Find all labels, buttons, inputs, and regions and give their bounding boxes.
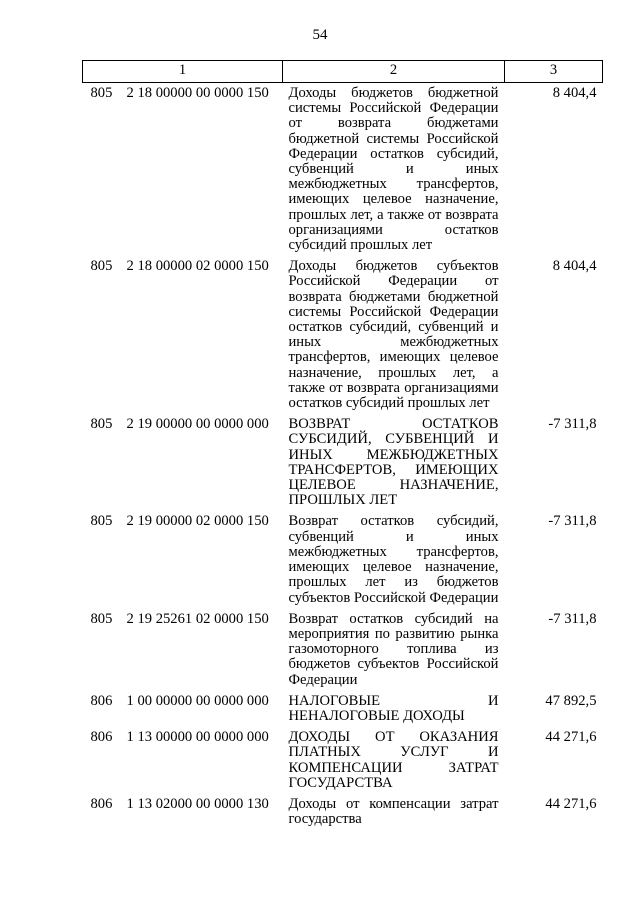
budget-code: 2 19 00000 02 0000 150 (126, 513, 269, 530)
value-cell: 47 892,5 (545, 692, 597, 709)
table-row (83, 259, 603, 417)
table-row (83, 797, 603, 833)
name-cell: ВОЗВРАТ ОСТАТКОВ СУБСИДИЙ, СУБВЕНЦИЙ И ИНЫХ МЕЖБЮДЖЕТНЫХ ТРАНСФЕРТОВ, ИМЕЮЩИХ ЦЕЛЕВОЕ НАЗНАЧЕНИЕ, ПРОШЛЫХ ЛЕТ (288, 416, 499, 509)
admin-code: 805 (90, 258, 113, 275)
value-cell: -7 311,8 (548, 513, 597, 530)
budget-code: 2 18 00000 02 0000 150 (126, 258, 269, 275)
name-cell: НАЛОГОВЫЕ И НЕНАЛОГОВЫЕ ДОХОДЫ (288, 692, 499, 724)
table-row (83, 730, 603, 797)
code-cell (83, 83, 283, 260)
table-row (83, 694, 603, 730)
code-cell (83, 694, 283, 730)
budget-code: 1 13 02000 00 0000 130 (126, 795, 269, 812)
name-cell: Доходы от компенсации затрат государства (288, 795, 499, 828)
value-cell: 8 404,4 (552, 85, 597, 101)
table-row (83, 612, 603, 694)
name-cell: Возврат остатков субсидий на мероприятия по развитию рынка газомоторного топлива из бюджетов субъектов Российской Федерации (288, 610, 499, 688)
admin-code: 805 (90, 85, 113, 101)
value-cell: -7 311,8 (548, 610, 597, 627)
name-cell: Доходы бюджетов бюджетной системы Российской Федерации от возврата бюджетами бюджетной системы Российской Федерации остатков субсидий, субвенций и иных межбюджетных трансфертов, имеющих целевое назначение, прошлых лет, а также от возврата организациями остатков субсидий прошлых лет (288, 85, 499, 254)
admin-code: 806 (90, 692, 113, 709)
admin-code: 806 (90, 729, 113, 746)
code-cell (83, 259, 283, 417)
budget-code: 1 00 00000 00 0000 000 (126, 692, 269, 709)
table-header-row (83, 61, 603, 83)
code-cell (83, 730, 283, 797)
column-header-2: 2 (283, 61, 505, 83)
name-cell: Доходы бюджетов субъектов Российской Федерации от возврата бюджетами бюджетной системы Российской Федерации остатков субсидий, субвенций и иных межбюджетных трансфертов, имеющих целевое назначение, прошлых лет, а также от возврата организациями остатков субсидий прошлых лет (288, 258, 499, 412)
column-header-3: 3 (505, 61, 603, 83)
budget-code: 2 19 25261 02 0000 150 (126, 610, 269, 627)
code-cell (83, 514, 283, 611)
name-cell: Возврат остатков субсидий, субвенций и иных межбюджетных трансфертов, имеющих целевое назначение, прошлых лет из бюджетов субъектов Российской Федерации (288, 513, 499, 606)
admin-code: 805 (90, 416, 113, 433)
page-number: 54 (312, 27, 328, 43)
code-cell (83, 797, 283, 833)
column-header-1: 1 (83, 61, 283, 83)
table-row (83, 83, 603, 260)
code-cell (83, 417, 283, 514)
table-row (83, 417, 603, 514)
name-cell: ДОХОДЫ ОТ ОКАЗАНИЯ ПЛАТНЫХ УСЛУГ И КОМПЕНСАЦИИ ЗАТРАТ ГОСУДАРСТВА (288, 729, 499, 791)
budget-code: 1 13 00000 00 0000 000 (126, 729, 269, 746)
value-cell: 44 271,6 (545, 729, 597, 746)
table-row (83, 514, 603, 611)
budget-code: 2 18 00000 00 0000 150 (126, 85, 269, 101)
budget-code: 2 19 00000 00 0000 000 (126, 416, 269, 433)
admin-code: 805 (90, 610, 113, 627)
code-cell (83, 612, 283, 694)
admin-code: 805 (90, 513, 113, 530)
value-cell: -7 311,8 (548, 416, 597, 433)
value-cell: 8 404,4 (552, 258, 597, 275)
admin-code: 806 (90, 795, 113, 812)
revenue-table (82, 60, 603, 833)
value-cell: 44 271,6 (545, 795, 597, 812)
